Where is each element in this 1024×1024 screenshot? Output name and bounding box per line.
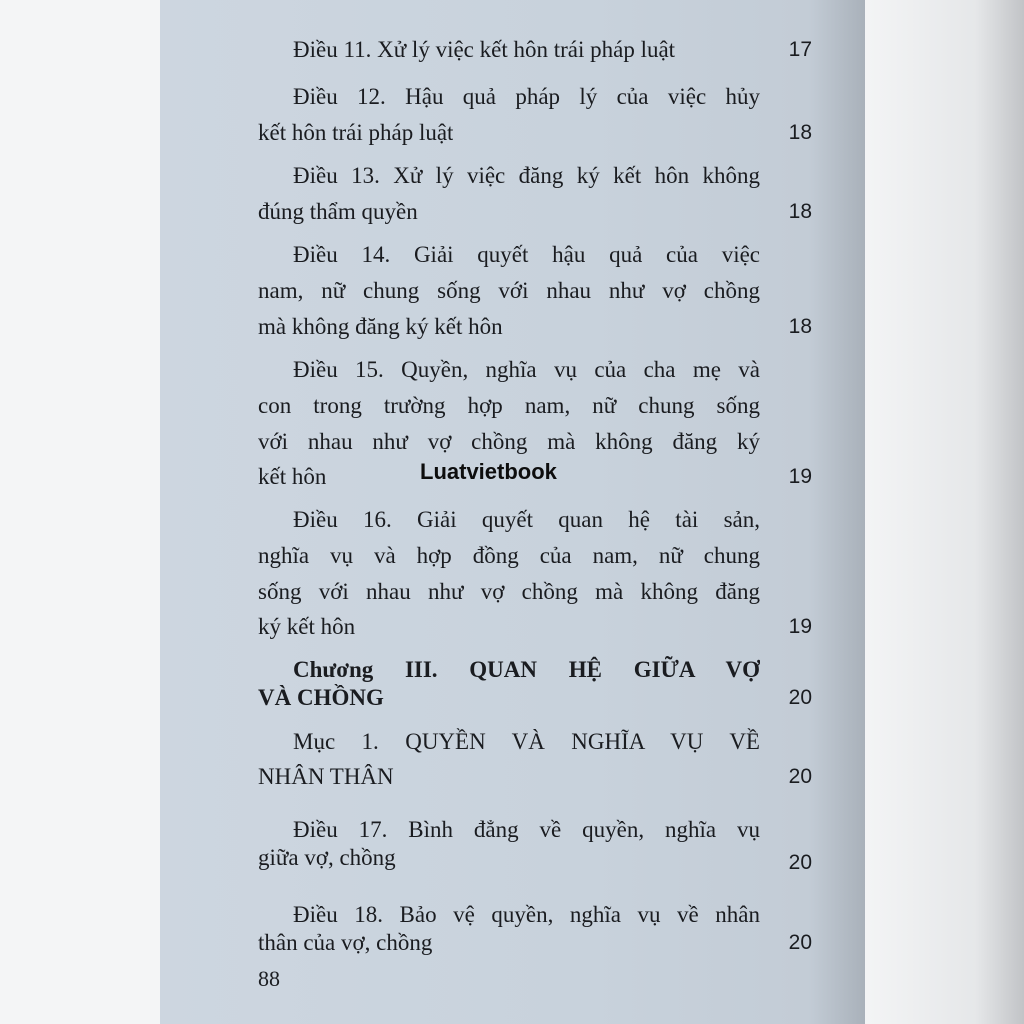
toc-entry-line: với nhau như vợ chồng mà không đăng ký [258, 429, 760, 454]
toc-entry-page: 18 [788, 315, 812, 338]
toc-entry-line: sống với nhau như vợ chồng mà không đăng [258, 579, 760, 604]
toc-entry-line: Điều 17. Bình đẳng về quyền, nghĩa vụ [293, 817, 760, 842]
toc-entry-line: kết hôn trái pháp luật [258, 120, 454, 145]
toc-entry-line: Chương III. QUAN HỆ GIỮA VỢ [293, 657, 760, 682]
page-curve-shadow [860, 0, 1024, 1024]
toc-entry-line: Điều 16. Giải quyết quan hệ tài sản, [293, 507, 760, 532]
toc-entry-page: 19 [788, 615, 812, 638]
toc-entry-line: Điều 18. Bảo vệ quyền, nghĩa vụ về nhân [293, 902, 760, 927]
toc-entry-line: Điều 12. Hậu quả pháp lý của việc hủy [293, 84, 760, 109]
toc-entry-page: 19 [788, 465, 812, 488]
toc-entry-line: con trong trường hợp nam, nữ chung sống [258, 393, 760, 418]
toc-entry-line: Mục 1. QUYỀN VÀ NGHĨA VỤ VỀ [293, 729, 760, 754]
toc-entry-line: kết hôn [258, 464, 327, 489]
toc-entry-page: 20 [788, 765, 812, 788]
toc-entry-line: nam, nữ chung sống với nhau như vợ chồng [258, 278, 760, 303]
toc-entry-page: 20 [788, 851, 812, 874]
toc-entry-line: VÀ CHỒNG [258, 685, 384, 710]
toc-entry-line: Điều 15. Quyền, nghĩa vụ của cha mẹ và [293, 357, 760, 382]
toc-entry-page: 18 [788, 121, 812, 144]
toc-entry-line: Điều 14. Giải quyết hậu quả của việc [293, 242, 760, 267]
page-number: 88 [258, 966, 280, 991]
toc-entry-line: nghĩa vụ và hợp đồng của nam, nữ chung [258, 543, 760, 568]
toc-entry-line: mà không đăng ký kết hôn [258, 314, 503, 339]
toc-entry-page: 17 [788, 38, 812, 61]
toc-entry-line: đúng thẩm quyền [258, 199, 418, 224]
toc-entry-line: NHÂN THÂN [258, 764, 394, 789]
toc-entry-page: 20 [788, 931, 812, 954]
toc-entry-page: 18 [788, 200, 812, 223]
toc-entry-line: Điều 13. Xử lý việc đăng ký kết hôn không [293, 163, 760, 188]
toc-entry-line: Điều 11. Xử lý việc kết hôn trái pháp luật [293, 37, 676, 62]
toc-entry-page: 20 [788, 686, 812, 709]
toc-entry-line: giữa vợ, chồng [258, 845, 396, 870]
toc-entry-line: ký kết hôn [258, 614, 356, 639]
watermark: Luatvietbook [420, 459, 557, 484]
toc-entry-line: thân của vợ, chồng [258, 930, 433, 955]
